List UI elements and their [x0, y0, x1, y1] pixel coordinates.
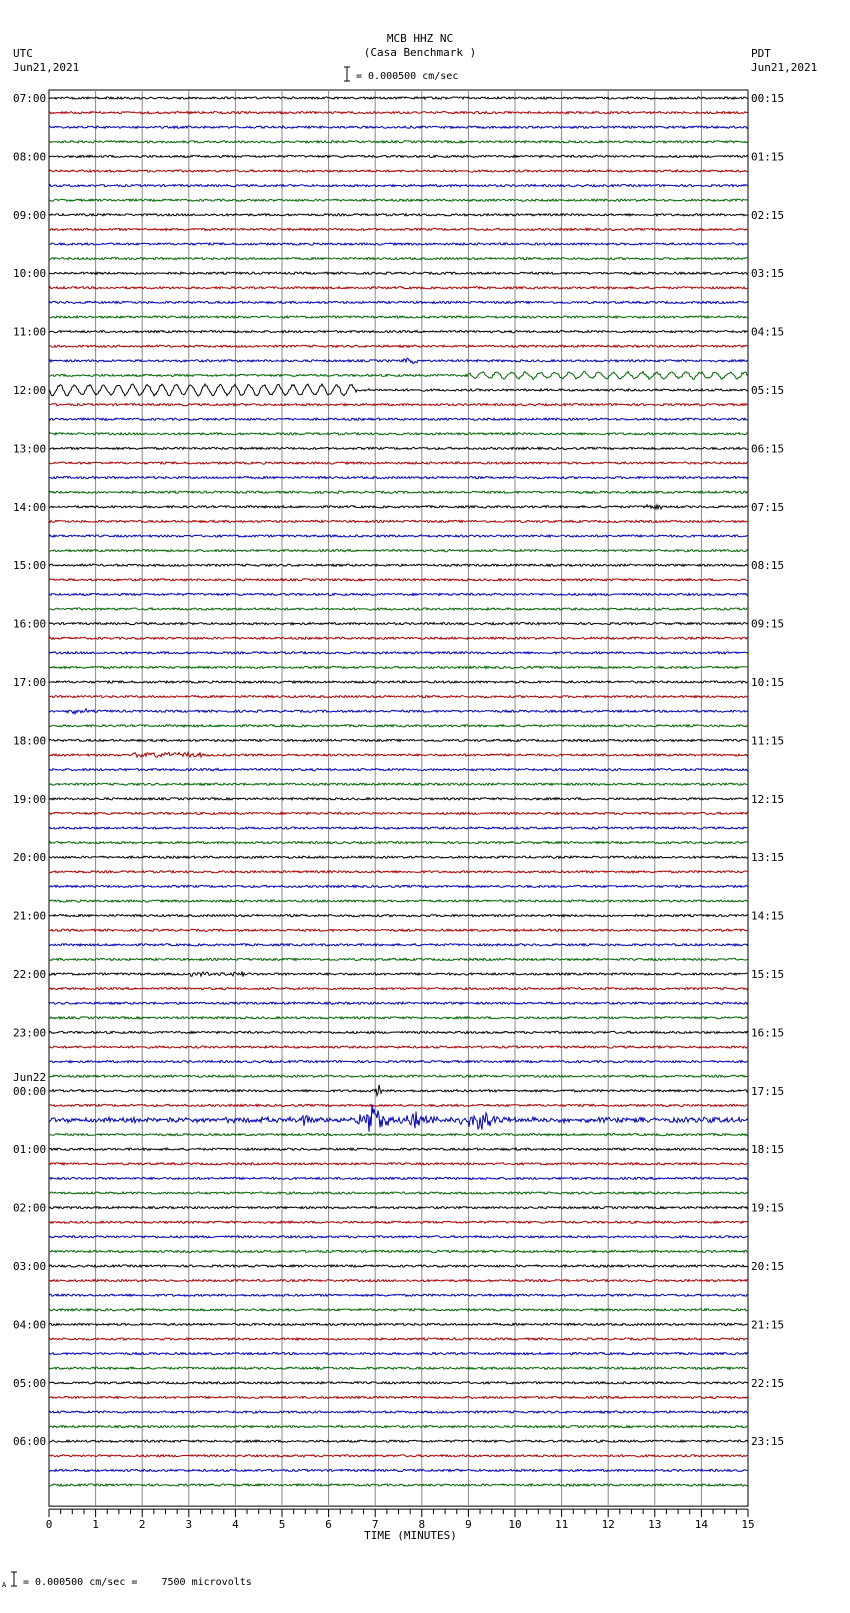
trace-line: [49, 126, 748, 128]
trace-line: [49, 915, 748, 917]
trace-line: [49, 1250, 748, 1252]
left-hour-label: 11:00: [13, 325, 47, 339]
left-hour-label: 00:00: [13, 1084, 47, 1098]
trace-line: [49, 1469, 748, 1471]
trace-line: [49, 564, 748, 566]
trace-line: [49, 462, 748, 464]
trace-line: [49, 345, 748, 347]
trace-line: [49, 1411, 748, 1413]
trace-line: [49, 1265, 748, 1267]
trace-line: [49, 885, 748, 887]
trace-line: [49, 666, 748, 668]
trace-line: [49, 1440, 748, 1442]
trace-line: [49, 608, 748, 610]
trace-line: [49, 958, 748, 960]
trace-line: [49, 579, 748, 581]
trace-line: [49, 988, 748, 990]
trace-line: [49, 404, 748, 406]
right-hour-label: 06:15: [751, 442, 785, 456]
right-date-label: Jun21,2021: [751, 61, 818, 74]
right-hour-label: 17:15: [751, 1084, 785, 1098]
trace-line: [49, 871, 748, 873]
trace-line: [49, 1104, 748, 1106]
x-tick-label: 5: [278, 1518, 286, 1532]
left-hour-label: 14:00: [13, 500, 47, 514]
right-hour-label: 18:15: [751, 1143, 785, 1157]
x-tick-label: 3: [185, 1518, 193, 1532]
trace-line: [49, 856, 748, 858]
x-tick-label: 9: [465, 1518, 472, 1532]
right-hour-label: 19:15: [751, 1201, 785, 1215]
trace-line: [49, 1367, 748, 1369]
trace-line: [49, 769, 748, 771]
right-hour-label: 13:15: [751, 851, 785, 865]
right-hour-label: 22:15: [751, 1376, 785, 1390]
trace-line: [49, 272, 748, 274]
right-hour-label: 01:15: [751, 150, 785, 164]
x-tick-label: 10: [508, 1518, 522, 1532]
trace-line: [49, 812, 748, 814]
trace-line: [49, 1017, 748, 1019]
trace-line: [49, 929, 748, 931]
trace-line: [49, 752, 748, 757]
trace-line: [49, 783, 748, 785]
right-hour-label: 03:15: [751, 267, 785, 281]
trace-line: [49, 433, 748, 435]
trace-line: [49, 1207, 748, 1209]
trace-line: [49, 97, 748, 99]
right-hour-label: 04:15: [751, 325, 785, 339]
trace-line: [49, 972, 748, 977]
left-hour-label: 05:00: [13, 1376, 47, 1390]
right-hour-label: 11:15: [751, 734, 785, 748]
trace-line: [49, 827, 748, 829]
trace-line: [49, 1075, 748, 1077]
trace-line: [49, 1396, 748, 1398]
trace-line: [49, 384, 748, 396]
right-hour-label: 23:15: [751, 1435, 785, 1449]
left-hour-label: 10:00: [13, 267, 47, 281]
trace-line: [49, 1085, 748, 1096]
trace-line: [49, 1221, 748, 1223]
left-hour-label: 13:00: [13, 442, 47, 456]
trace-line: [49, 112, 748, 114]
left-hour-label: 02:00: [13, 1201, 47, 1215]
x-tick-label: 11: [554, 1518, 569, 1532]
trace-line: [49, 491, 748, 493]
left-hour-label: 17:00: [13, 676, 47, 689]
right-hour-label: 07:15: [751, 500, 785, 514]
left-hour-label: 23:00: [13, 1026, 47, 1040]
trace-line: [49, 1426, 748, 1428]
trace-line: [49, 944, 748, 946]
trace-line: [49, 447, 748, 449]
left-hour-label: 08:00: [13, 150, 47, 164]
footer-scale-prefix: A: [2, 1581, 7, 1589]
right-hour-label: 21:15: [751, 1318, 785, 1332]
left-date-label: Jun21,2021: [13, 61, 80, 74]
trace-line: [49, 652, 748, 654]
trace-line: [49, 520, 748, 522]
trace-line: [49, 316, 748, 318]
trace-line: [49, 1484, 748, 1486]
x-tick-label: 1: [92, 1518, 99, 1532]
left-hour-label: 12:00: [13, 384, 47, 397]
trace-line: [49, 1061, 748, 1063]
right-hour-label: 12:15: [751, 792, 785, 806]
trace-line: [49, 739, 748, 741]
trace-line: [49, 1046, 748, 1048]
trace-line: [49, 900, 748, 902]
trace-line: [49, 199, 748, 201]
site-title: (Casa Benchmark ): [363, 46, 477, 59]
trace-line: [49, 1338, 748, 1340]
trace-line: [49, 798, 748, 800]
trace-line: [49, 331, 748, 333]
trace-line: [49, 842, 748, 844]
right-hour-label: 10:15: [751, 676, 785, 689]
trace-line: [49, 637, 748, 639]
x-tick-label: 8: [418, 1518, 426, 1532]
trace-line: [49, 1177, 748, 1179]
trace-line: [49, 243, 748, 245]
trace-line: [49, 418, 748, 420]
left-hour-label: 18:00: [13, 734, 47, 748]
trace-line: [49, 1002, 748, 1004]
left-timezone-label: UTC: [13, 47, 33, 60]
trace-line: [49, 550, 748, 552]
trace-line: [49, 155, 748, 157]
footer-scale-label: = 0.000500 cm/sec = 7500 microvolts: [23, 1577, 252, 1588]
x-tick-label: 12: [601, 1518, 615, 1532]
x-tick-label: 7: [371, 1518, 379, 1532]
trace-line: [49, 1163, 748, 1165]
trace-line: [49, 185, 748, 187]
trace-line: [49, 141, 748, 143]
footer-scale-bar-icon: [10, 1571, 18, 1591]
right-hour-label: 20:15: [751, 1260, 785, 1273]
trace-line: [49, 1148, 748, 1150]
left-hour-label: 01:00: [13, 1143, 47, 1157]
trace-line: [49, 1353, 748, 1355]
trace-line: [49, 1236, 748, 1238]
trace-line: [49, 681, 748, 683]
x-tick-label: 4: [232, 1518, 239, 1532]
right-hour-label: 00:15: [751, 92, 785, 105]
trace-line: [49, 1294, 748, 1296]
trace-line: [49, 287, 748, 289]
trace-line: [49, 477, 748, 479]
trace-line: [49, 1031, 748, 1033]
trace-line: [49, 1104, 748, 1131]
trace-line: [49, 301, 748, 303]
right-timezone-label: PDT: [751, 47, 771, 60]
scale-label: = 0.000500 cm/sec: [356, 71, 459, 82]
trace-line: [49, 1309, 748, 1311]
left-date-change-label: Jun22: [13, 1070, 47, 1084]
trace-line: [49, 535, 748, 537]
left-hour-label: 20:00: [13, 851, 47, 865]
left-hour-label: 16:00: [13, 617, 47, 631]
trace-line: [49, 228, 748, 230]
trace-line: [49, 593, 748, 595]
trace-line: [49, 1382, 748, 1384]
left-hour-label: 04:00: [13, 1318, 47, 1332]
left-hour-label: 07:00: [13, 92, 47, 105]
right-hour-label: 09:15: [751, 617, 785, 631]
trace-line: [49, 1134, 748, 1136]
left-hour-label: 09:00: [13, 208, 47, 222]
station-title: MCB HHZ NC: [386, 32, 454, 45]
trace-line: [49, 623, 748, 625]
trace-line: [49, 1192, 748, 1194]
x-tick-label: 13: [648, 1518, 662, 1532]
right-hour-label: 15:15: [751, 968, 785, 981]
left-hour-label: 22:00: [13, 968, 47, 981]
x-tick-label: 0: [45, 1518, 53, 1532]
left-hour-label: 19:00: [13, 792, 47, 806]
trace-line: [49, 170, 748, 172]
right-hour-label: 02:15: [751, 208, 785, 222]
right-hour-label: 05:15: [751, 384, 785, 397]
x-axis-title: TIME (MINUTES): [364, 1529, 457, 1543]
trace-line: [49, 371, 748, 379]
trace-line: [49, 1455, 748, 1457]
trace-line: [49, 505, 748, 509]
right-hour-label: 14:15: [751, 909, 785, 923]
left-hour-label: 21:00: [13, 909, 47, 923]
left-hour-label: 06:00: [13, 1435, 47, 1449]
right-hour-label: 08:15: [751, 559, 785, 573]
trace-line: [49, 358, 748, 363]
trace-line: [49, 258, 748, 260]
x-tick-label: 2: [138, 1518, 146, 1532]
right-hour-label: 16:15: [751, 1026, 785, 1040]
left-hour-label: 15:00: [13, 559, 47, 573]
x-tick-label: 14: [694, 1518, 709, 1532]
x-tick-label: 15: [741, 1518, 755, 1532]
trace-line: [49, 709, 748, 714]
x-tick-label: 6: [325, 1518, 332, 1532]
left-hour-label: 03:00: [13, 1260, 47, 1273]
trace-line: [49, 214, 748, 216]
trace-line: [49, 1280, 748, 1282]
trace-line: [49, 1323, 748, 1325]
trace-line: [49, 725, 748, 727]
trace-line: [49, 696, 748, 698]
